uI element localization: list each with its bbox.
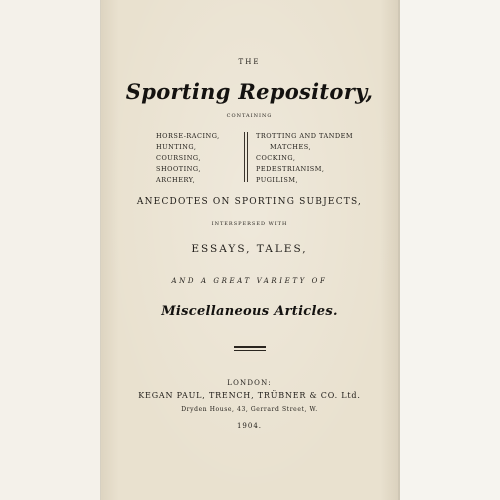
miscellaneous-heading: Miscellaneous Articles.: [161, 304, 338, 319]
imprint-publisher: KEGAN PAUL, TRENCH, TRÜBNER & CO. Ltd.: [138, 391, 361, 400]
sport-item: PEDESTRIANISM,: [256, 165, 325, 173]
imprint-city: LONDON:: [227, 379, 272, 387]
containing-label: CONTAINING: [226, 113, 273, 119]
book-edge-left: [0, 0, 101, 500]
sport-item: TROTTING AND TANDEM: [256, 132, 353, 140]
column-divider: [247, 132, 248, 182]
interspersed-label: INTERSPERSED WITH: [211, 221, 288, 227]
sport-item: COURSING,: [156, 154, 201, 162]
page-edge-shadow: [398, 0, 400, 500]
the-label: THE: [238, 58, 261, 66]
book-edge-right: [398, 0, 500, 500]
main-title: Sporting Repository,: [125, 79, 374, 104]
essays-heading: ESSAYS, TALES,: [191, 243, 308, 255]
sport-item: MATCHES,: [270, 143, 312, 151]
sport-item: SHOOTING,: [156, 165, 201, 173]
column-divider: [244, 132, 245, 182]
ornamental-rule: [234, 350, 266, 351]
sport-item: HORSE-RACING,: [156, 132, 220, 140]
sport-item: PUGILISM,: [256, 176, 299, 184]
sport-item: HUNTING,: [156, 143, 197, 151]
title-page: [101, 0, 398, 500]
ornamental-rule: [234, 346, 266, 348]
anecdotes-heading: ANECDOTES ON SPORTING SUBJECTS,: [136, 197, 363, 207]
variety-line: AND A GREAT VARIETY OF: [171, 277, 328, 285]
sports-list-left: [156, 131, 236, 186]
sport-item: ARCHERY,: [156, 176, 196, 184]
imprint-address: Dryden House, 43, Gerrard Street, W.: [181, 406, 318, 413]
sport-item: COCKING,: [256, 154, 296, 162]
imprint-year: 1904.: [236, 422, 263, 430]
sports-list-right: [256, 131, 376, 186]
